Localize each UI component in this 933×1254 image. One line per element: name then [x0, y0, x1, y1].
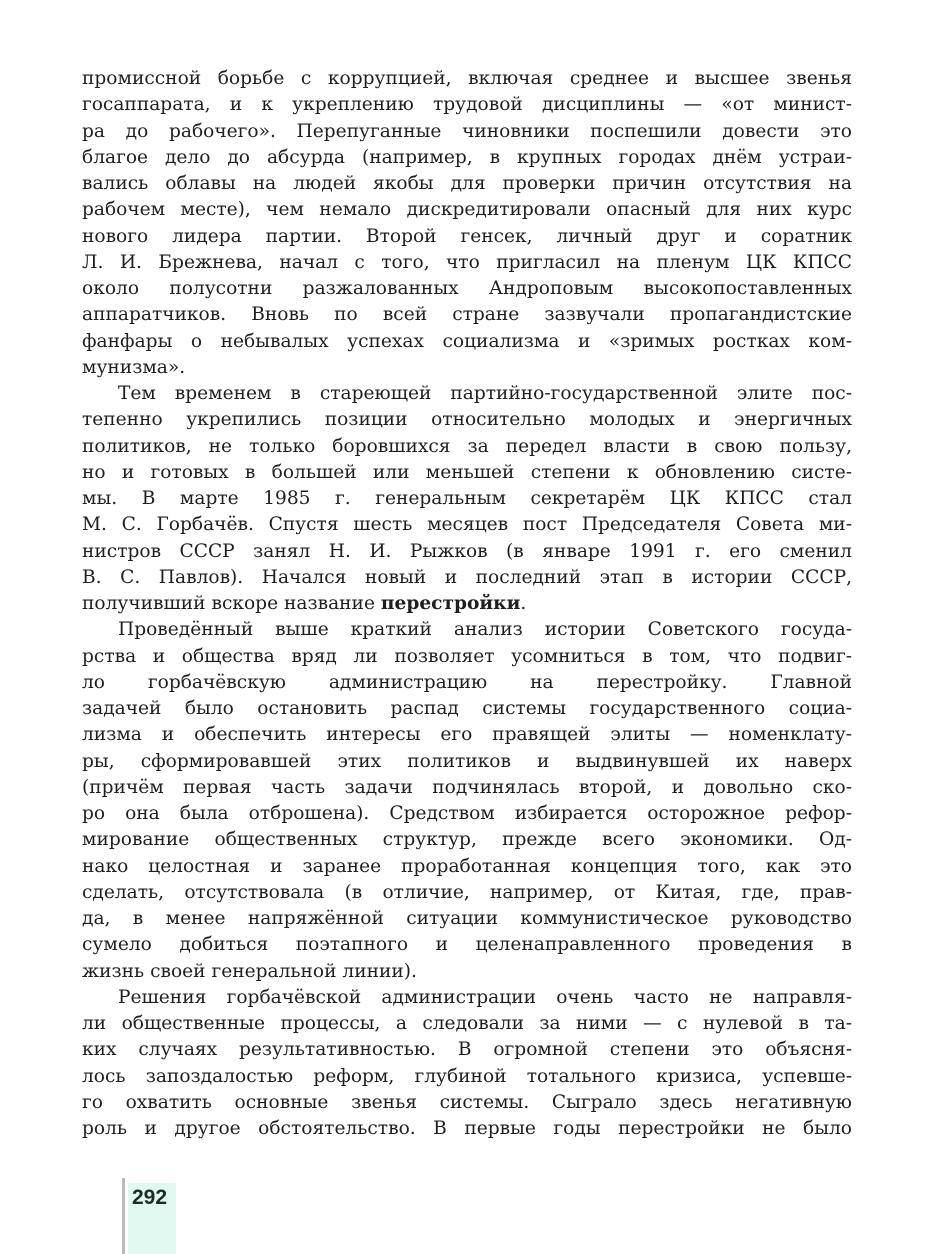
page-number: 292: [132, 1186, 168, 1209]
text-line: промиссной борьбе с коррупцией, включая среднее и высшее звенья: [82, 68, 852, 89]
text-line: Решения горбачёвской администрации очень часто не направля-: [118, 986, 852, 1008]
text-line: мирование общественных структур, прежде всего экономики. Од-: [82, 829, 852, 851]
text-line: роль и другое обстоятельство. В первые годы перестройки не было: [82, 1118, 852, 1139]
text-line: сумело добиться поэтапного и целенаправленного проведения в: [82, 934, 852, 956]
text-line: рабочем месте), чем немало дискредитировали опасный для них курс: [82, 199, 852, 221]
text-line: лось запоздалостью реформ, глубиной тотального кризиса, успевше-: [82, 1065, 852, 1087]
text-line: М. С. Горбачёв. Спустя шесть месяцев пост Председателя Совета ми-: [82, 514, 852, 536]
paragraph: [82, 381, 852, 617]
text-line: но и готовых в большей или меньшей степени к обновлению систе-: [82, 461, 852, 483]
text-line: вались облавы на людей якобы для проверки причин отсутствия на: [82, 173, 852, 194]
text-line: нако целостная и заранее проработанная концепция того, как это: [82, 855, 852, 877]
text-line: благое дело до абсурда (например, в крупных городах днём устраи-: [82, 146, 852, 168]
text-line: Проведённый выше краткий анализ истории Советского госуда-: [118, 619, 852, 641]
paragraph: [82, 617, 852, 985]
body-text: [82, 66, 852, 1142]
text-line: (причём первая часть задачи подчинялась второй, и довольно ско-: [82, 776, 852, 798]
text-line: В. С. Павлов). Начался новый и последний этап в истории СССР,: [82, 566, 852, 588]
text-line: рства и общества вряд ли позволяет усомниться в том, что подвиг-: [82, 645, 852, 667]
text-line: [82, 591, 852, 617]
text-line: ли общественные процессы, а следовали за ними — с нулевой в та-: [82, 1013, 852, 1034]
term-bold: перестройки: [380, 593, 521, 614]
text-line: задачей было остановить распад системы государственного социа-: [82, 698, 852, 719]
text-line: около полусотни разжалованных Андроповым высокопоставленных: [82, 278, 852, 299]
text-line: Тем временем в стареющей партийно-государственной элите пос-: [118, 383, 852, 404]
paragraph: [82, 66, 852, 381]
text-line: да, в менее напряжённой ситуации коммунистическое руководство: [82, 908, 852, 929]
text-line: мы. В марте 1985 г. генеральным секретарём ЦК КПСС стал: [82, 488, 852, 509]
text-line: политиков, не только боровшихся за передел власти в свою пользу,: [82, 435, 852, 457]
text-line: ро она была отброшена). Средством избирается осторожное рефор-: [82, 803, 852, 824]
text-line: го охватить основные звенья системы. Сыграло здесь негативную: [82, 1091, 852, 1113]
text-segment: получивший вскоре название: [82, 593, 381, 614]
text-line: ло горбачёвскую администрацию на перестройку. Главной: [82, 671, 852, 693]
text-line: лизма и обеспечить интересы его правящей элиты — номенклату-: [82, 724, 852, 746]
text-line: жизнь своей генеральной линии).: [82, 960, 417, 982]
text-line: аппаратчиков. Вновь по всей стране зазвучали пропагандистские: [82, 304, 852, 326]
margin-rule: [122, 1178, 125, 1254]
text-line: мунизма».: [82, 356, 186, 378]
text-line: ра до рабочего». Перепуганные чиновники поспешили довести это: [82, 120, 852, 142]
text-segment: .: [520, 593, 527, 614]
text-line: Л. И. Брежнева, начал с того, что пригласил на пленум ЦК КПСС: [82, 251, 852, 273]
text-line: фанфары о небывалых успехах социализма и «зримых ростках ком-: [82, 330, 852, 352]
text-line: госаппарата, и к укреплению трудовой дисциплины — «от минист-: [82, 94, 852, 116]
text-line: ких случаях результативностью. В огромной степени это объясня-: [82, 1039, 852, 1061]
text-line: сделать, отсутствовала (в отличие, например, от Китая, где, прав-: [82, 881, 852, 903]
text-line: тепенно укрепились позиции относительно молодых и энергичных: [82, 409, 852, 431]
text-line: нового лидера партии. Второй генсек, личный друг и соратник: [82, 225, 852, 247]
text-line: нистров СССР занял Н. И. Рыжков (в январе 1991 г. его сменил: [82, 540, 852, 562]
paragraph: [82, 985, 852, 1143]
text-line: ры, сформировавшей этих политиков и выдвинувшей их наверх: [82, 750, 852, 772]
